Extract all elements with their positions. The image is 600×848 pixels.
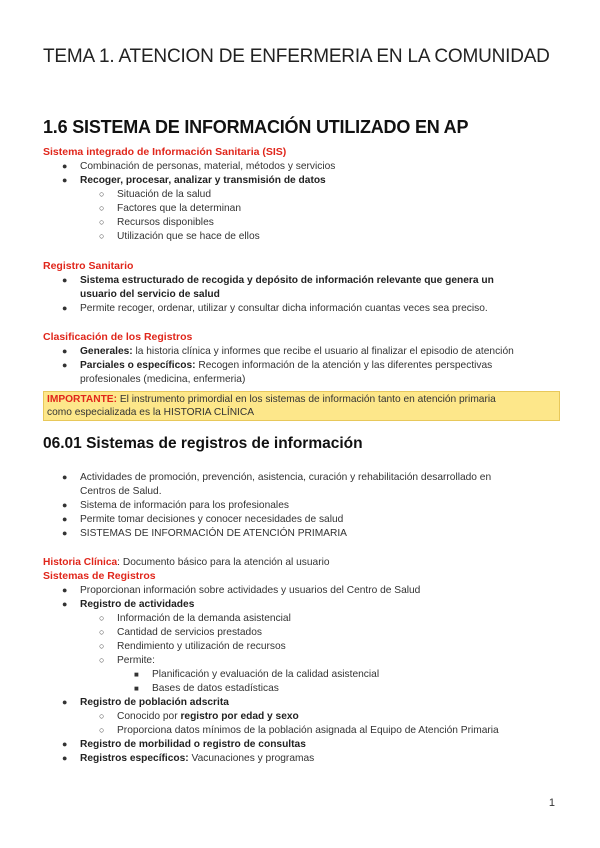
actividades-item-1-cont: Centros de Salud. (80, 486, 162, 497)
sub-bullet: ○ (99, 203, 105, 213)
clasificacion-title: Clasificación de los Registros (43, 331, 193, 343)
actividades-item-3: Permite tomar decisiones y conocer necesidades de salud (80, 514, 344, 525)
sis-sub-4: Utilización que se hace de ellos (117, 231, 260, 242)
sis-item-1: Combinación de personas, material, métodos y servicios (80, 161, 336, 172)
registro-item-1: Sistema estructurado de recogida y depósito de información relevante que genera un (80, 275, 494, 286)
sub-bullet: ○ (99, 613, 105, 623)
important-text-cont: como especializada es la HISTORIA CLÍNICA (47, 407, 255, 418)
sub-bullet: ○ (99, 627, 105, 637)
sistemas-sub-1: Información de la demanda asistencial (117, 613, 291, 624)
sub-bullet: ○ (99, 217, 105, 227)
sistemas-item-1: Proporcionan información sobre actividades y usuarios del Centro de Salud (80, 585, 421, 596)
sub-bullet: ○ (99, 641, 105, 651)
bullet: ● (62, 275, 68, 285)
actividades-item-4: SISTEMAS DE INFORMACIÓN DE ATENCIÓN PRIMARIA (80, 528, 347, 539)
sistemas-subsub-2: Bases de datos estadísticas (152, 683, 279, 694)
important-text: IMPORTANTE: El instrumento primordial en los sistemas de información tanto en atención primaria (47, 394, 496, 405)
bullet: ● (62, 599, 68, 609)
clasificacion-generales: Generales: la historia clínica y informes que recibe el usuario al finalizar el episodio de atención (80, 346, 514, 357)
sub-bullet: ○ (99, 189, 105, 199)
sis-title: Sistema integrado de Información Sanitaria (SIS) (43, 146, 287, 158)
bullet: ● (62, 514, 68, 524)
square-bullet: ■ (134, 670, 139, 679)
historia-clinica: Historia Clínica: Documento básico para la atención al usuario (43, 557, 330, 568)
bullet: ● (62, 472, 68, 482)
bullet: ● (62, 360, 68, 370)
bullet: ● (62, 528, 68, 538)
sistemas-item-3: Registro de población adscrita (80, 697, 229, 708)
sistemas-subsub-1: Planificación y evaluación de la calidad asistencial (152, 669, 380, 680)
sis-sub-2: Factores que la determinan (117, 203, 242, 214)
section-heading: 1.6 SISTEMA DE INFORMACIÓN UTILIZADO EN AP (43, 117, 469, 137)
bullet: ● (62, 753, 68, 763)
sistemas-item-5: Registros específicos: Vacunaciones y programas (80, 753, 315, 764)
square-bullet: ■ (134, 684, 139, 693)
clasificacion-parciales-cont: profesionales (medicina, enfermeria) (80, 374, 246, 385)
bullet: ● (62, 585, 68, 595)
page-number: 1 (548, 797, 555, 809)
bullet: ● (62, 500, 68, 510)
sistemas-sub-3: Rendimiento y utilización de recursos (117, 641, 286, 652)
clasificacion-parciales: Parciales o específicos: Recogen información de la atención y las diferentes perspectivas (80, 360, 493, 371)
sistemas-item-4: Registro de morbilidad o registro de consultas (80, 739, 306, 750)
sis-sub-3: Recursos disponibles (117, 217, 214, 228)
sub-bullet: ○ (99, 711, 105, 721)
bullet: ● (62, 697, 68, 707)
bullet: ● (62, 739, 68, 749)
bullet: ● (62, 303, 68, 313)
sistemas-item-2: Registro de actividades (80, 599, 195, 610)
sistemas-item-3-sub-2: Proporciona datos mínimos de la población asignada al Equipo de Atención Primaria (117, 725, 499, 736)
sistemas-sub-2: Cantidad de servicios prestados (117, 627, 262, 638)
registro-item-1-cont: usuario del servicio de salud (80, 289, 220, 300)
sistemas-item-3-sub-1: Conocido por registro por edad y sexo (117, 711, 299, 722)
registro-title: Registro Sanitario (43, 260, 134, 272)
actividades-item-2: Sistema de información para los profesionales (80, 500, 289, 511)
bullet: ● (62, 175, 68, 185)
subsection-heading: 06.01 Sistemas de registros de información (43, 435, 363, 452)
sub-bullet: ○ (99, 231, 105, 241)
sistemas-sub-4: Permite: (117, 655, 155, 666)
sistemas-title: Sistemas de Registros (43, 570, 156, 582)
bullet: ● (62, 161, 68, 171)
sub-bullet: ○ (99, 655, 105, 665)
sis-item-2: Recoger, procesar, analizar y transmisión de datos (80, 175, 326, 186)
sub-bullet: ○ (99, 725, 105, 735)
page-title: TEMA 1. ATENCION DE ENFERMERIA EN LA COMUNIDAD (43, 46, 550, 67)
sis-sub-1: Situación de la salud (117, 189, 212, 200)
registro-item-2: Permite recoger, ordenar, utilizar y consultar dicha información cuantas veces sea preciso. (80, 303, 488, 314)
bullet: ● (62, 346, 68, 356)
actividades-item-1: Actividades de promoción, prevención, asistencia, curación y rehabilitación desarrollado en (80, 472, 492, 483)
